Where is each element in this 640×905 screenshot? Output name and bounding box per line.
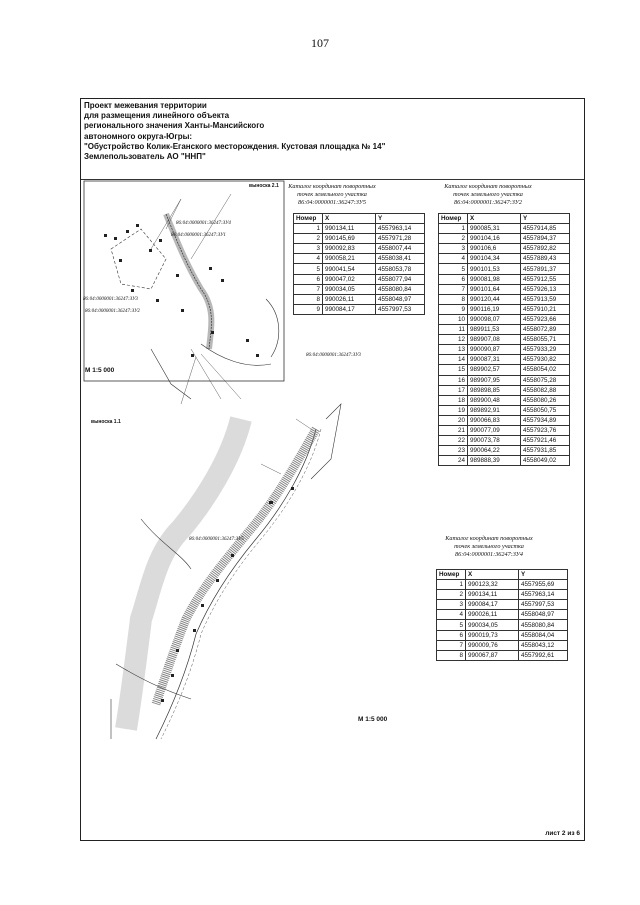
table-cell: 4558007,44 (376, 244, 425, 254)
table-cell: 11 (439, 325, 468, 335)
table-cell: 4558082,88 (521, 385, 570, 395)
caption-line: точек земельного участка (454, 543, 524, 550)
inset-parcel-label: 86:04:0000001:36247:ЗУ4 (176, 221, 231, 226)
table-header-row (437, 570, 568, 580)
table-row (437, 600, 568, 610)
inset-title: выноска 2.1 (249, 183, 279, 189)
table-cell: 4557894,37 (521, 234, 570, 244)
table-cell: 4558072,89 (521, 325, 570, 335)
table-cell: 990064,22 (468, 446, 521, 456)
inset-parcel-label: 86:04:0000001:36247:ЗУ1 (171, 233, 226, 238)
table-cell: 2 (437, 590, 466, 600)
catalog-zu5-table (293, 213, 425, 315)
table-cell: 990026,11 (466, 610, 519, 620)
table-cell: 989902,57 (468, 365, 521, 375)
table-cell: 990058,21 (323, 254, 376, 264)
table-cell: 990041,54 (323, 264, 376, 274)
table-cell: 4557997,53 (376, 304, 425, 314)
table-cell: 990106,6 (468, 244, 521, 254)
table-cell: 8 (294, 294, 323, 304)
table-cell: 4557933,29 (521, 345, 570, 355)
table-row (439, 254, 570, 264)
table-cell: 4557892,82 (521, 244, 570, 254)
table-row (294, 304, 425, 314)
table-cell: 990009,76 (466, 640, 519, 650)
table-cell: 24 (439, 456, 468, 466)
table-cell: 990090,87 (468, 345, 521, 355)
table-row (437, 630, 568, 640)
table-cell: 4557914,85 (521, 224, 570, 234)
caption-line: 86:04:0000001:36247:ЗУ2 (454, 199, 522, 206)
table-row (439, 405, 570, 415)
main-parcel-label: 86:04:0000001:36247:ЗУ5 (189, 537, 244, 542)
table-cell: 23 (439, 446, 468, 456)
table-row (439, 284, 570, 294)
table-cell: 4 (437, 610, 466, 620)
table-cell: 15 (439, 365, 468, 375)
page-number: 107 (311, 36, 329, 50)
table-row (439, 304, 570, 314)
table-cell: 2 (294, 234, 323, 244)
table-row (439, 375, 570, 385)
inset-parcel-label: 86:04:0000001:36247:ЗУ3 (83, 297, 138, 302)
caption-line: Каталог координат поворотных (288, 183, 376, 190)
table-cell: 4558038,41 (376, 254, 425, 264)
table-cell: 8 (439, 294, 468, 304)
main-scale: М 1:5 000 (358, 716, 388, 723)
table-cell: 990104,16 (468, 234, 521, 244)
table-cell: 4558049,02 (521, 456, 570, 466)
table-cell: 4557921,46 (521, 436, 570, 446)
table-cell: 990104,34 (468, 254, 521, 264)
table-cell: 2 (439, 234, 468, 244)
table-cell: 989898,85 (468, 385, 521, 395)
table-cell: 4557913,59 (521, 294, 570, 304)
table-cell: 990067,87 (466, 650, 519, 660)
column-header: Номер (294, 214, 323, 224)
table-row (437, 640, 568, 650)
table-cell: 4558080,84 (376, 284, 425, 294)
table-cell: 4558043,12 (519, 640, 568, 650)
table-cell: 4557891,37 (521, 264, 570, 274)
caption-line: 86:04:0000001:36247:ЗУ5 (298, 199, 366, 206)
table-row (439, 314, 570, 324)
table-row (439, 446, 570, 456)
table-row (294, 274, 425, 284)
table-cell: 19 (439, 405, 468, 415)
table-cell: 10 (439, 314, 468, 324)
caption-line: точек земельного участка (453, 191, 523, 198)
table-cell: 3 (294, 244, 323, 254)
table-row (439, 244, 570, 254)
table-cell: 1 (437, 580, 466, 590)
table-cell: 4557930,82 (521, 355, 570, 365)
table-row (437, 610, 568, 620)
table-cell: 4557997,53 (519, 600, 568, 610)
table-cell: 9 (439, 304, 468, 314)
table-cell: 4558080,84 (519, 620, 568, 630)
table-cell: 990019,73 (466, 630, 519, 640)
table-cell: 7 (439, 284, 468, 294)
table-cell: 4557971,28 (376, 234, 425, 244)
title-line: регионального значения Ханты-Мансийского (84, 121, 265, 131)
table-cell: 990066,83 (468, 415, 521, 425)
table-cell: 7 (294, 284, 323, 294)
table-cell: 5 (437, 620, 466, 630)
table-row (294, 294, 425, 304)
table-cell: 16 (439, 375, 468, 385)
table-cell: 4558054,02 (521, 365, 570, 375)
table-cell: 989907,95 (468, 375, 521, 385)
main-road-edge (161, 429, 321, 739)
table-cell: 4558077,94 (376, 274, 425, 284)
table-cell: 4558048,97 (519, 610, 568, 620)
table-cell: 990087,31 (468, 355, 521, 365)
table-cell: 989900,48 (468, 395, 521, 405)
catalog-zu4-table (436, 569, 568, 661)
main-corridor (156, 429, 316, 704)
title-line: "Обустройство Колик-Еганского месторождения. Кустовая площадка № 14" (84, 141, 386, 151)
table-cell: 7 (437, 640, 466, 650)
table-cell: 4558050,75 (521, 405, 570, 415)
table-cell: 990092,83 (323, 244, 376, 254)
title-line: Землепользователь АО "ННП" (84, 152, 206, 162)
inset-arc (266, 299, 279, 357)
table-row (439, 425, 570, 435)
table-cell: 14 (439, 355, 468, 365)
table-cell: 990077,09 (468, 425, 521, 435)
inset-frame (84, 181, 284, 381)
table-cell: 1 (294, 224, 323, 234)
catalog-zu4-caption (429, 535, 549, 559)
table-cell: 990081,98 (468, 274, 521, 284)
table-row (294, 254, 425, 264)
table-cell: 20 (439, 415, 468, 425)
table-cell: 4557963,14 (519, 590, 568, 600)
column-header: Y (376, 214, 425, 224)
table-row (437, 650, 568, 660)
title-line: Проект межевания территории (84, 101, 207, 110)
table-row (439, 234, 570, 244)
table-cell: 9 (294, 304, 323, 314)
caption-line: Каталог координат поворотных (445, 535, 533, 542)
table-cell: 990120,44 (468, 294, 521, 304)
table-cell: 4557923,66 (521, 314, 570, 324)
table-cell: 990098,07 (468, 314, 521, 324)
table-row (294, 224, 425, 234)
main-map-title: выноска 1.1 (91, 419, 121, 425)
title-line: для размещения линейного объекта (84, 111, 230, 121)
caption-line: 86:04:0000001:36247:ЗУ4 (455, 551, 523, 558)
table-cell: 22 (439, 436, 468, 446)
table-cell: 6 (439, 274, 468, 284)
column-header: Номер (437, 570, 466, 580)
table-row (439, 436, 570, 446)
table-cell: 990123,32 (466, 580, 519, 590)
table-cell: 13 (439, 345, 468, 355)
catalog-zu2-caption (433, 183, 543, 207)
table-cell: 4558055,71 (521, 335, 570, 345)
table-row (439, 395, 570, 405)
table-cell: 989888,39 (468, 456, 521, 466)
table-cell: 5 (439, 264, 468, 274)
column-header: X (466, 570, 519, 580)
catalog-zu5-caption (286, 183, 378, 207)
table-row (437, 620, 568, 630)
catalog-zu2-table (438, 213, 570, 466)
table-cell: 989892,91 (468, 405, 521, 415)
column-header: X (323, 214, 376, 224)
table-cell: 4557889,43 (521, 254, 570, 264)
table-cell: 989911,53 (468, 325, 521, 335)
table-cell: 989907,08 (468, 335, 521, 345)
table-cell: 4557910,21 (521, 304, 570, 314)
table-cell: 4558084,04 (519, 630, 568, 640)
drawing-frame (80, 98, 585, 841)
table-row (294, 284, 425, 294)
table-header-row (294, 214, 425, 224)
table-cell: 990085,31 (468, 224, 521, 234)
table-cell: 4558075,28 (521, 375, 570, 385)
table-cell: 17 (439, 385, 468, 395)
table-cell: 3 (439, 244, 468, 254)
column-header: Номер (439, 214, 468, 224)
column-header: X (468, 214, 521, 224)
table-cell: 4558080,26 (521, 395, 570, 405)
column-header: Y (521, 214, 570, 224)
table-row (439, 274, 570, 284)
table-cell: 4557931,85 (521, 446, 570, 456)
table-cell: 6 (294, 274, 323, 284)
table-cell: 990101,53 (468, 264, 521, 274)
table-cell: 12 (439, 335, 468, 345)
table-cell: 4 (294, 254, 323, 264)
table-cell: 8 (437, 650, 466, 660)
main-branch (311, 404, 341, 479)
table-cell: 3 (437, 600, 466, 610)
table-cell: 4557926,13 (521, 284, 570, 294)
table-cell: 990134,11 (323, 224, 376, 234)
table-row (437, 580, 568, 590)
table-row (439, 294, 570, 304)
table-row (439, 365, 570, 375)
table-cell: 4 (439, 254, 468, 264)
table-cell: 6 (437, 630, 466, 640)
table-cell: 990047,02 (323, 274, 376, 284)
table-cell: 4557912,55 (521, 274, 570, 284)
caption-line: Каталог координат поворотных (444, 183, 532, 190)
table-cell: 990034,05 (323, 284, 376, 294)
table-header-row (439, 214, 570, 224)
table-cell: 18 (439, 395, 468, 405)
title-line: автономного округа-Югры: (84, 131, 193, 141)
table-cell: 4557923,76 (521, 425, 570, 435)
table-cell: 990073,78 (468, 436, 521, 446)
table-cell: 990084,17 (466, 600, 519, 610)
table-cell: 990034,05 (466, 620, 519, 630)
table-row (439, 345, 570, 355)
table-row (439, 335, 570, 345)
table-row (439, 325, 570, 335)
table-cell: 990116,19 (468, 304, 521, 314)
table-cell: 4557992,61 (519, 650, 568, 660)
table-row (437, 590, 568, 600)
main-road-shoulder (126, 419, 241, 729)
table-row (439, 264, 570, 274)
table-cell: 21 (439, 425, 468, 435)
table-cell: 4557963,14 (376, 224, 425, 234)
table-row (439, 456, 570, 466)
table-cell: 990134,11 (466, 590, 519, 600)
table-row (439, 415, 570, 425)
table-cell: 990145,69 (323, 234, 376, 244)
catalog-zu5-footnote: 86:04:0000001:36247:ЗУ3 (306, 353, 361, 358)
sheet-number: лист 2 из 6 (545, 830, 580, 837)
map-drawing (81, 99, 586, 842)
table-cell: 4557955,69 (519, 580, 568, 590)
table-row (439, 355, 570, 365)
table-row (439, 385, 570, 395)
table-cell: 990101,64 (468, 284, 521, 294)
column-header: Y (519, 570, 568, 580)
table-row (294, 234, 425, 244)
table-row (294, 244, 425, 254)
table-cell: 4557934,89 (521, 415, 570, 425)
table-cell: 990084,17 (323, 304, 376, 314)
caption-line: точек земельного участка (297, 191, 367, 198)
table-cell: 4558053,78 (376, 264, 425, 274)
inset-parcel-label: 86:04:0000001:36247:ЗУ2 (85, 309, 140, 314)
inset-scale: М 1:5 000 (85, 367, 115, 374)
table-cell: 4558048,97 (376, 294, 425, 304)
table-row (439, 224, 570, 234)
table-cell: 1 (439, 224, 468, 234)
table-cell: 5 (294, 264, 323, 274)
table-cell: 990026,11 (323, 294, 376, 304)
table-row (294, 264, 425, 274)
